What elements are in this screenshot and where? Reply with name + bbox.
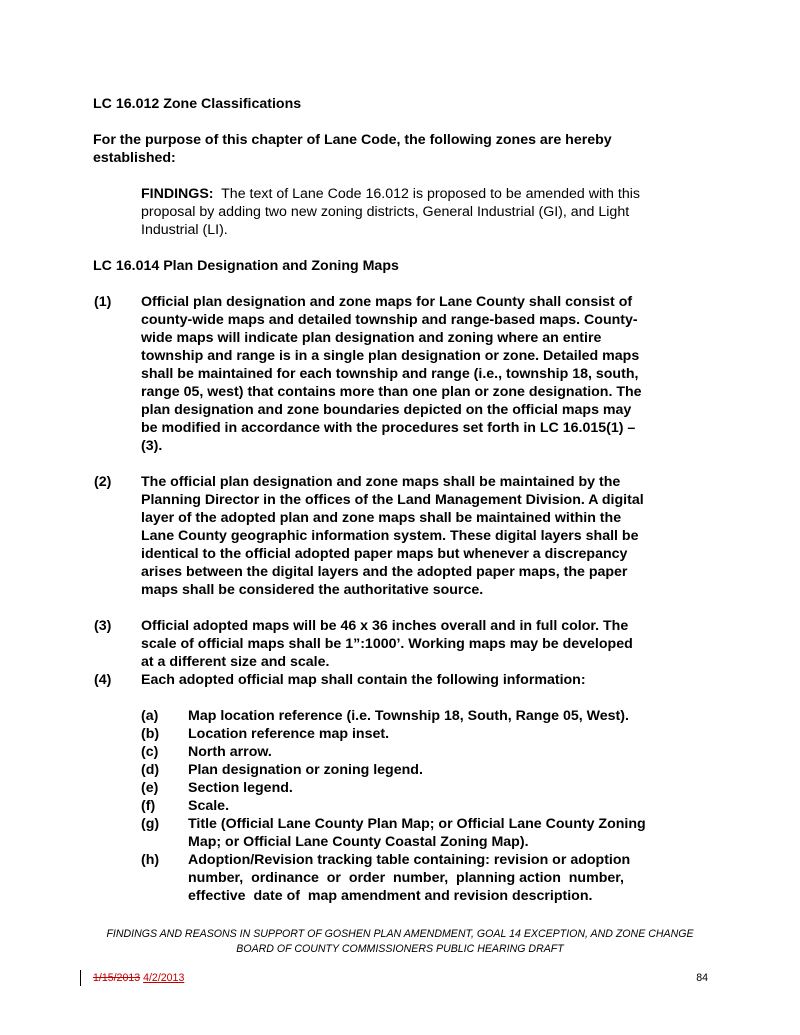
subitem-label: (c) [141,744,159,760]
page-number: 84 [696,972,708,984]
subitem-label: (g) [141,816,160,832]
intro-line-2: established: [93,150,176,166]
subitem-text: Scale. [188,798,230,814]
revision-date [93,971,184,985]
intro-line-1: For the purpose of this chapter of Lane Code, the following zones are hereby [93,132,612,148]
subitem-text: Plan designation or zoning legend. [188,762,423,778]
section-number: (2) [94,474,112,490]
subitem-label: (d) [141,762,160,778]
section-2-line: Lane County geographic information system. These digital layers shall be [141,528,639,544]
subitem-text: North arrow. [188,744,272,760]
section-2-line: maps shall be considered the authoritative source. [141,582,484,598]
subitem-text: Section legend. [188,780,293,796]
section-2-line: arises between the digital layers and the adopted paper maps, the paper [141,564,628,580]
subitem-label: (a) [141,708,159,724]
deleted-date: 1/15/2013 [93,972,141,984]
section-1-line: Official plan designation and zone maps for Lane County shall consist of [141,294,633,310]
findings-text: The text of Lane Code 16.012 is proposed to be amended with this [213,186,640,202]
subitem-text: Map; or Official Lane County Coastal Zoning Map). [188,834,529,850]
section-2-line: The official plan designation and zone maps shall be maintained by the [141,474,621,490]
section-1-line: county-wide maps and detailed township and range-based maps. County- [141,312,638,328]
subitem-text: Title (Official Lane County Plan Map; or Official Lane County Zoning [188,816,646,832]
subitem-text: Map location reference (i.e. Township 18, South, Range 05, West). [188,708,629,724]
section-3-line: at a different size and scale. [141,654,330,670]
subitem-text: number, ordinance or order number, planning action number, [188,870,624,886]
section-number: (3) [94,618,112,634]
subitem-label: (f) [141,798,156,814]
subitem-text: Adoption/Revision tracking table containing: revision or adoption [188,852,631,868]
section-1-line: wide maps will indicate plan designation and zoning where an entire [141,330,602,346]
section-1-line: shall be maintained for each township and range (i.e., township 18, south, [141,366,639,382]
findings-line-3: Industrial (LI). [141,222,228,238]
section-heading-16-014: LC 16.014 Plan Designation and Zoning Maps [93,258,399,274]
revision-bar [80,970,81,986]
findings-label: FINDINGS: [141,186,214,202]
section-2-line: Planning Director in the offices of the Land Management Division. A digital [141,492,644,508]
section-4-line: Each adopted official map shall contain the following information: [141,672,586,688]
section-number: (1) [94,294,112,310]
subitem-label: (b) [141,726,160,742]
section-1-line: township and range is in a single plan designation or zone. Detailed maps [141,348,640,364]
section-3-line: scale of official maps shall be 1”:1000’. Working maps may be developed [141,636,633,652]
section-heading-16-012: LC 16.012 Zone Classifications [93,96,302,112]
inserted-date: 4/2/2013 [143,972,185,984]
section-2-line: layer of the adopted plan and zone maps shall be maintained within the [141,510,622,526]
section-3-line: Official adopted maps will be 46 x 36 inches overall and in full color. The [141,618,629,634]
findings-line-1 [141,185,640,203]
footer-line-1: FINDINGS AND REASONS IN SUPPORT OF GOSHEN PLAN AMENDMENT, GOAL 14 EXCEPTION, AND ZONE CHANGE [106,928,694,940]
section-number: (4) [94,672,112,688]
footer-line-2: BOARD OF COUNTY COMMISSIONERS PUBLIC HEARING DRAFT [236,943,564,955]
section-2-line: identical to the official adopted paper maps but whenever a discrepancy [141,546,628,562]
section-1-line: be modified in accordance with the procedures set forth in LC 16.015(1) – [141,420,636,436]
findings-line-2: proposal by adding two new zoning districts, General Industrial (GI), and Light [141,204,630,220]
subitem-label: (h) [141,852,160,868]
section-1-line: plan designation and zone boundaries depicted on the official maps may [141,402,632,418]
subitem-text: Location reference map inset. [188,726,390,742]
subitem-label: (e) [141,780,159,796]
section-1-line: (3). [141,438,163,454]
section-1-line: range 05, west) that contains more than one plan or zone designation. The [141,384,642,400]
subitem-text: effective date of map amendment and revision description. [188,888,593,904]
